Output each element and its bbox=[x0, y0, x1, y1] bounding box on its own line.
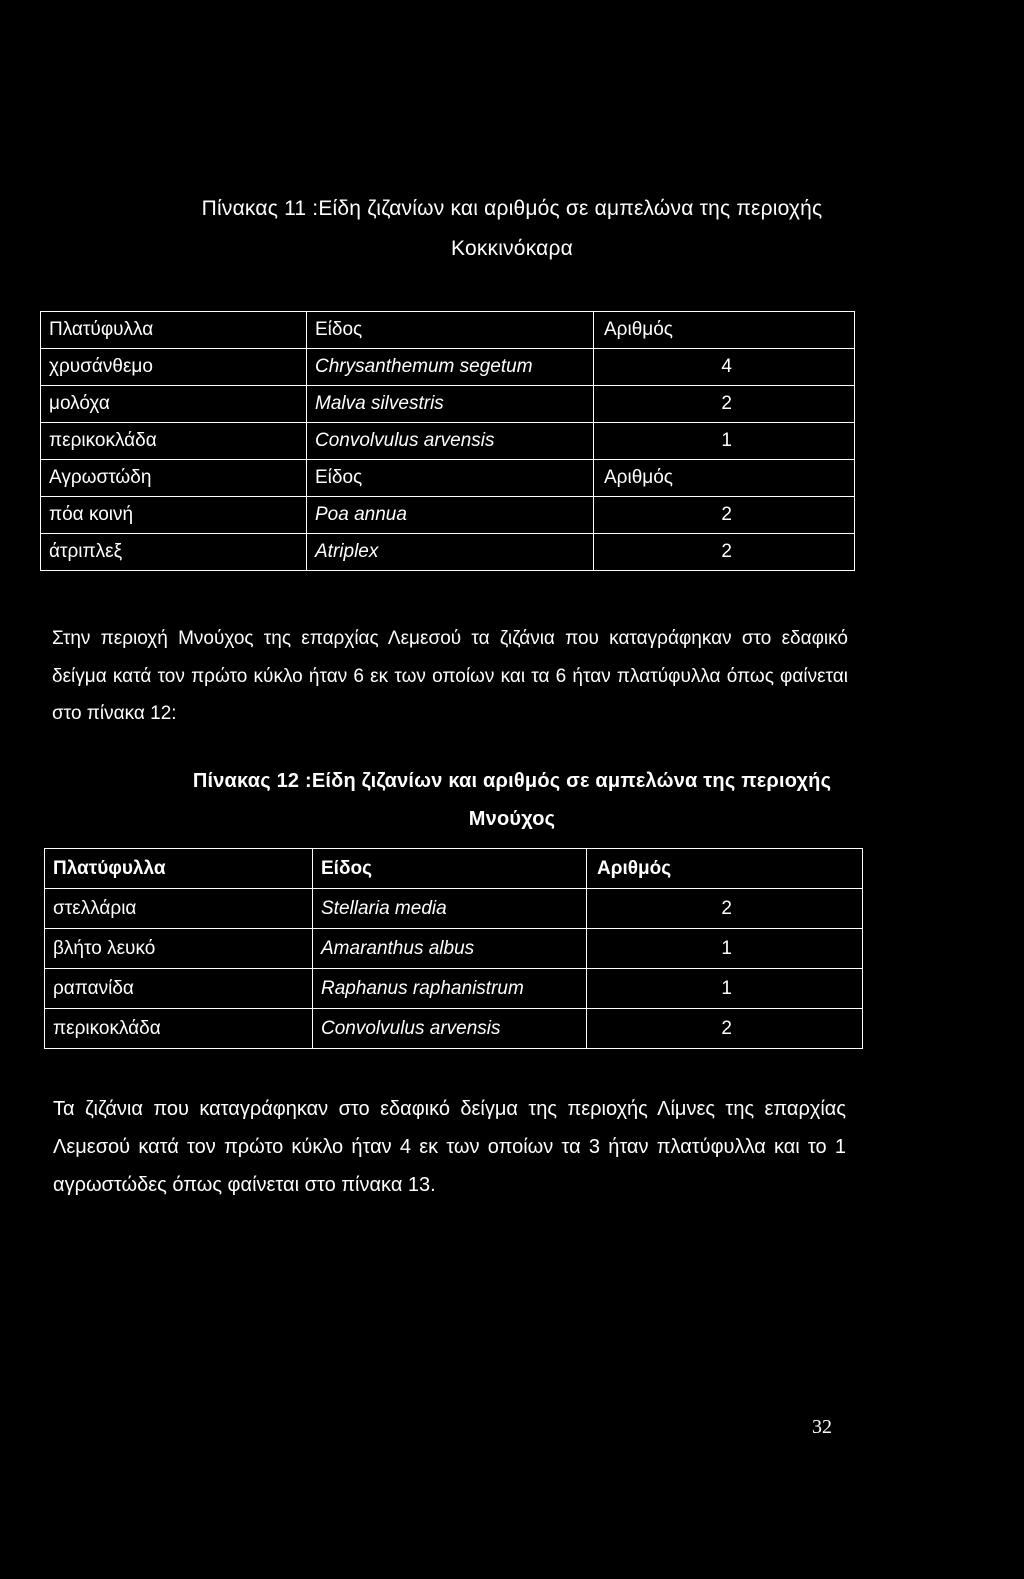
table11-subtitle: Κοκκινόκαρα bbox=[451, 237, 573, 260]
common-name-cell: βλήτο λευκό bbox=[45, 929, 313, 969]
table-row bbox=[41, 386, 855, 423]
count-cell: 2 bbox=[587, 889, 863, 929]
column-header-species: Είδος bbox=[313, 849, 587, 889]
column-header-common-name: Πλατύφυλλα bbox=[45, 849, 313, 889]
common-name-cell: στελλάρια bbox=[45, 889, 313, 929]
count-cell: 2 bbox=[594, 497, 855, 534]
species-cell: Stellaria media bbox=[313, 889, 587, 929]
table11-title: Πίνακας 11 :Είδη ζιζανίων και αριθμός σε αμπελώνα της περιοχής bbox=[201, 197, 823, 220]
table-row bbox=[41, 349, 855, 386]
species-cell: Atriplex bbox=[307, 534, 594, 571]
weeds-table-12 bbox=[44, 848, 863, 1049]
body-paragraph bbox=[53, 1090, 846, 1204]
common-name-cell: μολόχα bbox=[41, 386, 307, 423]
table-row bbox=[41, 534, 855, 571]
column-header-count: Αριθμός bbox=[594, 460, 855, 497]
species-cell: Amaranthus albus bbox=[313, 929, 587, 969]
table-header-row bbox=[41, 312, 855, 349]
common-name-cell: χρυσάνθεμο bbox=[41, 349, 307, 386]
table-row bbox=[45, 969, 863, 1009]
species-cell: Convolvulus arvensis bbox=[307, 423, 594, 460]
page-number: 32 bbox=[812, 1416, 832, 1438]
count-cell: 1 bbox=[587, 969, 863, 1009]
table-row bbox=[45, 889, 863, 929]
common-name-cell: ραπανίδα bbox=[45, 969, 313, 1009]
common-name-cell: περικοκλάδα bbox=[45, 1009, 313, 1049]
table-row bbox=[41, 423, 855, 460]
species-cell: Raphanus raphanistrum bbox=[313, 969, 587, 1009]
common-name-cell: άτριπλεξ bbox=[41, 534, 307, 571]
table12-subtitle: Μνούχος bbox=[468, 808, 556, 830]
column-header-species: Είδος bbox=[307, 312, 594, 349]
table-section-header-row bbox=[41, 460, 855, 497]
common-name-cell: περικοκλάδα bbox=[41, 423, 307, 460]
table12-title: Πίνακας 12 :Είδη ζιζανίων και αριθμός σε αμπελώνα της περιοχής bbox=[192, 770, 832, 792]
species-cell: Chrysanthemum segetum bbox=[307, 349, 594, 386]
species-cell: Poa annua bbox=[307, 497, 594, 534]
table-header-row bbox=[45, 849, 863, 889]
weeds-table-11 bbox=[40, 311, 855, 571]
count-cell: 2 bbox=[587, 1009, 863, 1049]
table-row bbox=[41, 497, 855, 534]
column-header-count: Αριθμός bbox=[587, 849, 863, 889]
column-header-count: Αριθμός bbox=[594, 312, 855, 349]
count-cell: 1 bbox=[594, 423, 855, 460]
species-cell: Malva silvestris bbox=[307, 386, 594, 423]
table-row bbox=[45, 1009, 863, 1049]
section-header-grasses: Αγρωστώδη bbox=[41, 460, 307, 497]
count-cell: 2 bbox=[594, 386, 855, 423]
paragraph-text: Τα ζιζάνια που καταγράφηκαν στο εδαφικό δείγμα της περιοχής Λίμνες της επαρχίας Λεμεσού κατά τον πρώτο κύκλο ήταν 4 εκ των οποίων τα 3 ήταν πλατύφυλλα και το 1 αγρωστώδες όπως φαίνεται στο πίνακα 13. bbox=[53, 1098, 846, 1196]
species-cell: Convolvulus arvensis bbox=[313, 1009, 587, 1049]
column-header-species: Είδος bbox=[307, 460, 594, 497]
count-cell: 4 bbox=[594, 349, 855, 386]
count-cell: 1 bbox=[587, 929, 863, 969]
common-name-cell: πόα κοινή bbox=[41, 497, 307, 534]
table-row bbox=[45, 929, 863, 969]
count-cell: 2 bbox=[594, 534, 855, 571]
column-header-common-name: Πλατύφυλλα bbox=[41, 312, 307, 349]
body-paragraph bbox=[52, 620, 848, 733]
paragraph-text: Στην περιοχή Μνούχος της επαρχίας Λεμεσού τα ζιζάνια που καταγράφηκαν στο εδαφικό δείγμα κατά τον πρώτο κύκλο ήταν 6 εκ των οποίων και τα 6 ήταν πλατύφυλλα όπως φαίνεται στο πίνακα 12: bbox=[52, 628, 848, 724]
